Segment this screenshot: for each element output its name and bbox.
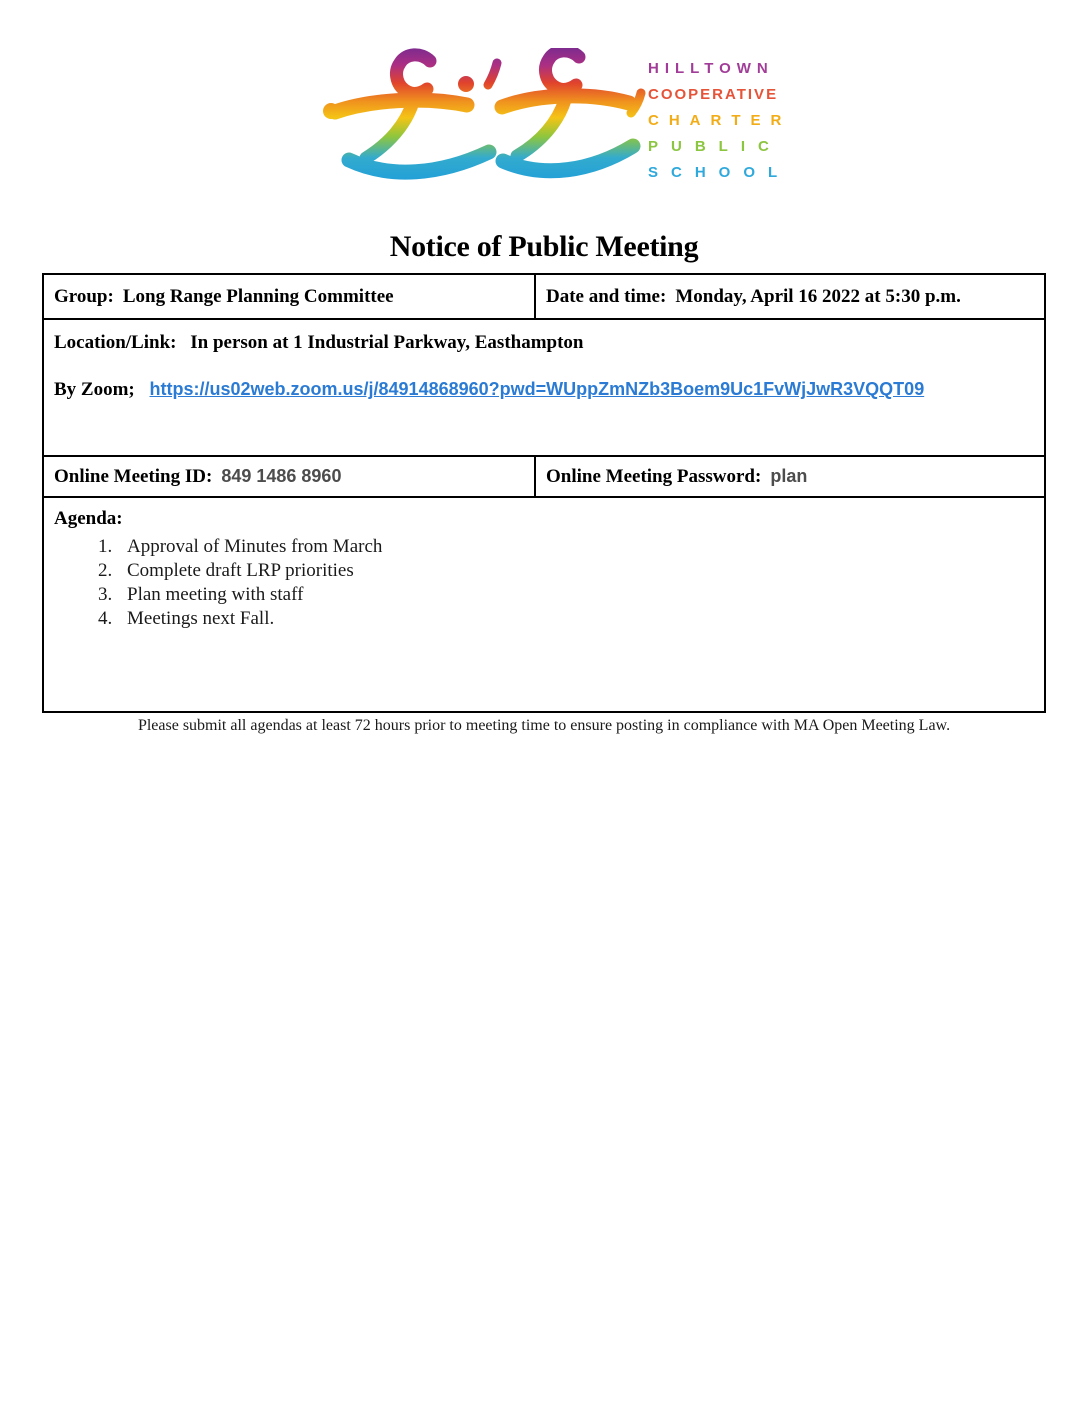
zoom-label: By Zoom; — [54, 379, 135, 400]
location-row — [44, 318, 1044, 455]
school-wordmark — [648, 56, 800, 186]
datetime-value: Monday, April 16 2022 at 5:30 p.m. — [675, 285, 961, 307]
agenda-row — [44, 496, 1044, 705]
meeting-id-label: Online Meeting ID: — [54, 465, 213, 487]
datetime-label: Date and time: — [546, 285, 667, 307]
meeting-id-cell — [44, 457, 536, 496]
agenda-list — [54, 535, 1034, 631]
footer-note: Please submit all agendas at least 72 hours prior to meeting time to ensure posting in compliance with MA Open Meeting Law. — [137, 717, 951, 734]
wordmark-line-public: PUBLIC — [648, 138, 782, 155]
agenda-item: 3. Plan meeting with staff — [117, 583, 1034, 607]
password-label: Online Meeting Password: — [546, 465, 762, 487]
wordmark-line-school: SCHOOL — [648, 164, 791, 181]
school-logo — [318, 46, 798, 186]
password-value: plan — [770, 466, 808, 486]
page-title: Notice of Public Meeting — [389, 230, 699, 263]
group-value: Long Range Planning Committee — [122, 285, 394, 307]
group-label: Group: — [54, 285, 114, 307]
agenda-item: 2. Complete draft LRP priorities — [117, 559, 1034, 583]
agenda-item: 4. Meetings next Fall. — [117, 607, 1034, 631]
location-value: In person at 1 Industrial Parkway, Easthampton — [190, 332, 584, 353]
location-label: Location/Link: — [54, 332, 177, 353]
wordmark-line-hilltown: HILLTOWN — [648, 60, 774, 77]
group-datetime-row — [44, 275, 1044, 318]
dancing-figures-icon — [318, 48, 648, 182]
location-line — [54, 331, 1034, 354]
group-cell — [44, 275, 536, 318]
password-cell — [536, 457, 1044, 496]
wordmark-line-cooperative: COOPERATIVE — [648, 86, 779, 103]
agenda-item: 1. Approval of Minutes from March — [117, 535, 1034, 559]
meeting-id-value: 849 1486 8960 — [221, 466, 342, 486]
datetime-cell — [536, 275, 1044, 318]
wordmark-line-charter: CHARTER — [648, 112, 792, 129]
meeting-details-table — [42, 273, 1046, 713]
agenda-heading: Agenda: — [54, 508, 123, 529]
zoom-line — [54, 378, 1034, 401]
meeting-id-row — [44, 455, 1044, 496]
zoom-meeting-link[interactable]: https://us02web.zoom.us/j/84914868960?pwd=WUppZmNZb3Boem9Uc1FvWjJwR3VQQT09 — [149, 379, 925, 399]
